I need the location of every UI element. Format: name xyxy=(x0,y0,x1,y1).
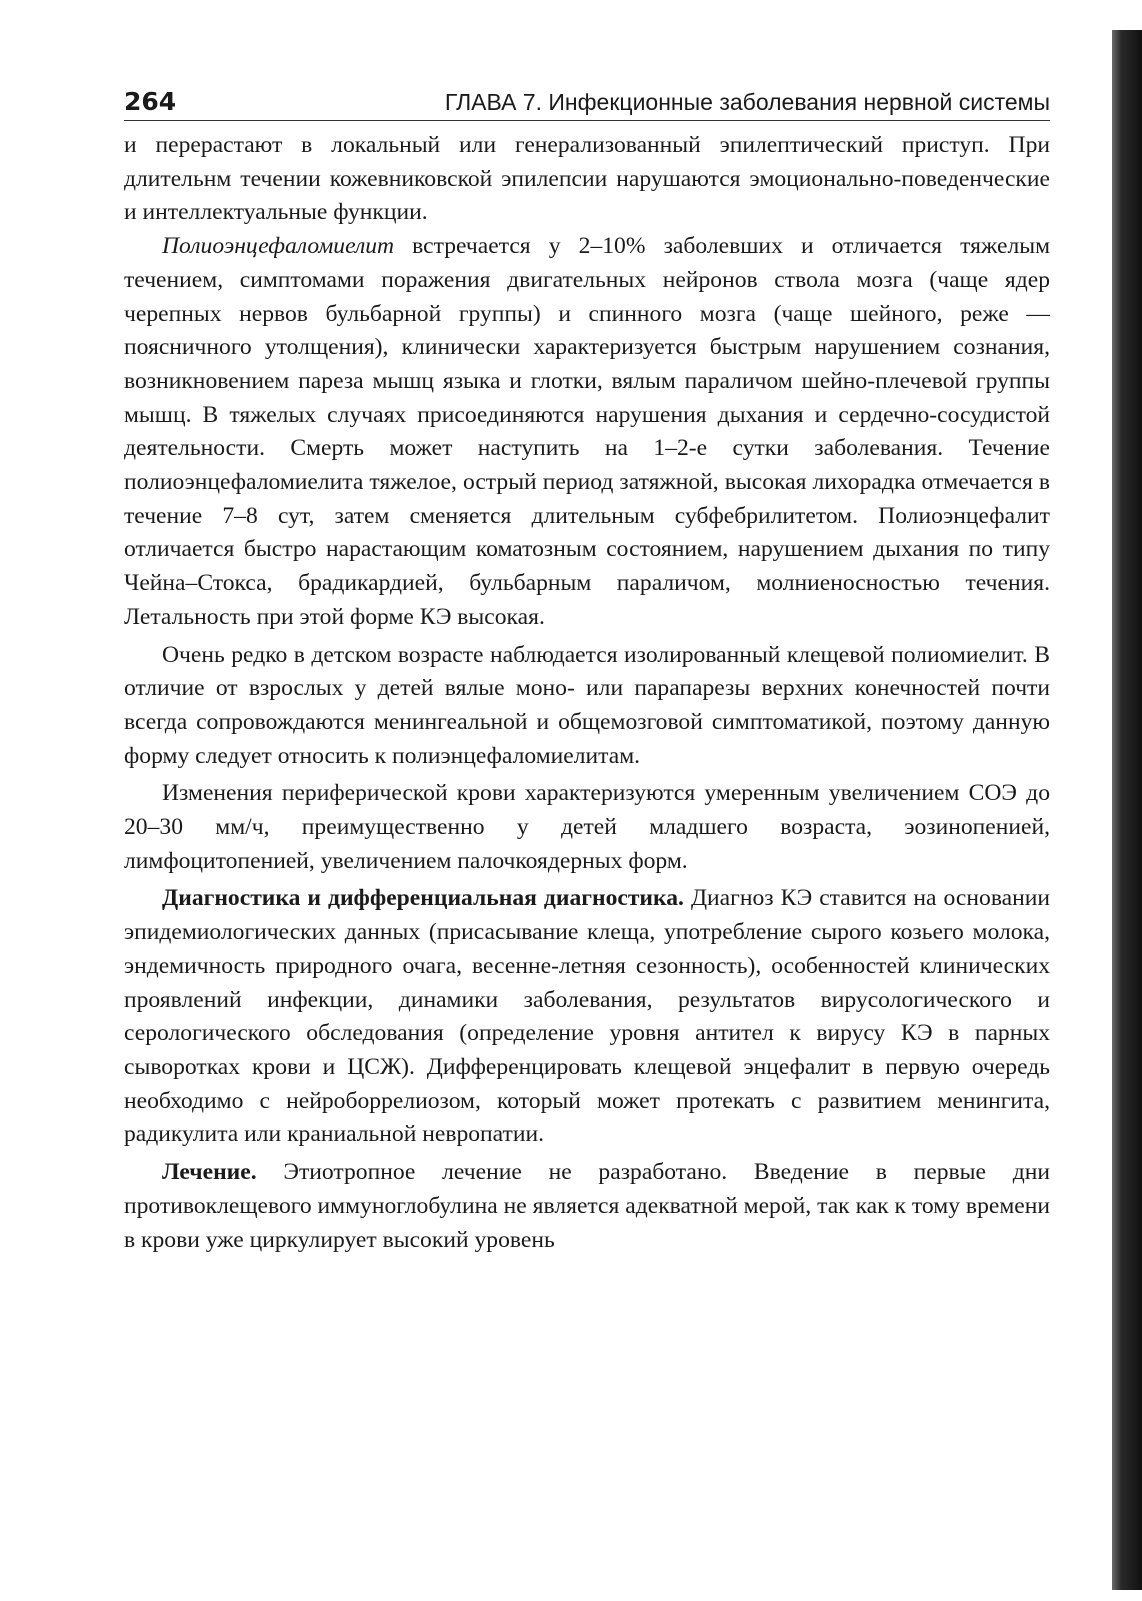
paragraph-text: встречается у 2–10% заболевших и отличается тяжелым течением, симптомами поражения двигательных нейронов ствола мозга (чаще ядер черепных нервов бульбарной группы) и спинного мозга (чаще шейного, реже — поясничного утолщения), клинически характеризуется быстрым нарушением сознания, возникновением пареза мышц языка и глотки, вялым параличом шейно-плечевой группы мышц. В тяжелых случаях присоединяются нарушения дыхания и сердечно-сосудистой деятельности. Смерть может наступить на 1–2-е сутки заболевания. Течение полиоэнцефаломиелита тяжелое, острый период затяжной, высокая лихорадка отмечается в течение 7–8 сут, затем сменяется длительным субфебрилитетом. Полиоэнцефалит отличается быстро нарастающим коматозным состоянием, нарушением дыхания по типу Чейна–Стокса, брадикардией, бульбарным параличом, молниеносностью течения. Летальность при этой форме КЭ высокая. xyxy=(124,233,1050,630)
section-heading-treatment: Лечение. xyxy=(162,1159,257,1186)
section-heading-diagnostics: Диагностика и дифференциальная диагностика. xyxy=(162,885,684,912)
book-page xyxy=(124,80,1050,1257)
scan-binding-edge xyxy=(1112,30,1142,1590)
paragraph-polioencephalomyelitis xyxy=(124,230,1050,634)
paragraph-diagnostics xyxy=(124,882,1050,1152)
chapter-title: ГЛАВА 7. Инфекционные заболевания нервной системы xyxy=(444,89,1050,115)
paragraph-text: Этиотропное лечение не разработано. Введение в первые дни противоклещевого иммуноглобулина не является адекватной мерой, так как к тому времени в крови уже циркулирует высокий уровень xyxy=(124,1159,1050,1253)
paragraph-blood-changes xyxy=(124,777,1050,878)
paragraph-text: Изменения периферической крови характеризуются умеренным увеличением СОЭ до 20–30 мм/ч, преимущественно у детей младшего возраста, эозинопенией, лимфоцитопенией, увеличением палочкоядерных форм. xyxy=(124,780,1050,874)
paragraph-text: Диагноз КЭ ставится на основании эпидемиологических данных (присасывание клеща, употребление сырого козьего молока, эндемичность природного очага, весенне-летняя сезонность), особенностей клинических проявлений инфекции, динамики заболевания, результатов вирусологического и серологического обследования (определение уровня антител к вирусу КЭ в парных сыворотках крови и ЦСЖ). Дифференцировать клещевой энцефалит в первую очередь необходимо с нейроборрелиозом, который может протекать с развитием менингита, радикулита или краниальной невропатии. xyxy=(124,885,1050,1148)
running-header xyxy=(124,80,1050,121)
paragraph-poliomyelitis xyxy=(124,639,1050,774)
body-text xyxy=(124,129,1050,1257)
italic-term: Полиоэнцефаломиелит xyxy=(162,233,395,260)
paragraph-text: Очень редко в детском возрасте наблюдается изолированный клещевой полиомиелит. В отличие от взрослых у детей вялые моно- или парапарезы верхних конечностей почти всегда сопровождаются менингеальной и общемозговой симптоматикой, поэтому данную форму следует относить к полиэнцефаломиелитам. xyxy=(124,641,1050,769)
page-number: 264 xyxy=(124,87,177,116)
paragraph-treatment xyxy=(124,1156,1050,1257)
paragraph-text: и перерастают в локальный или генерализованный эпилептический приступ. При длительнм течении кожевниковской эпилепсии нарушаются эмоционально-поведенческие и интеллектуальные функции. xyxy=(124,132,1050,226)
paragraph-continuation xyxy=(124,129,1050,230)
